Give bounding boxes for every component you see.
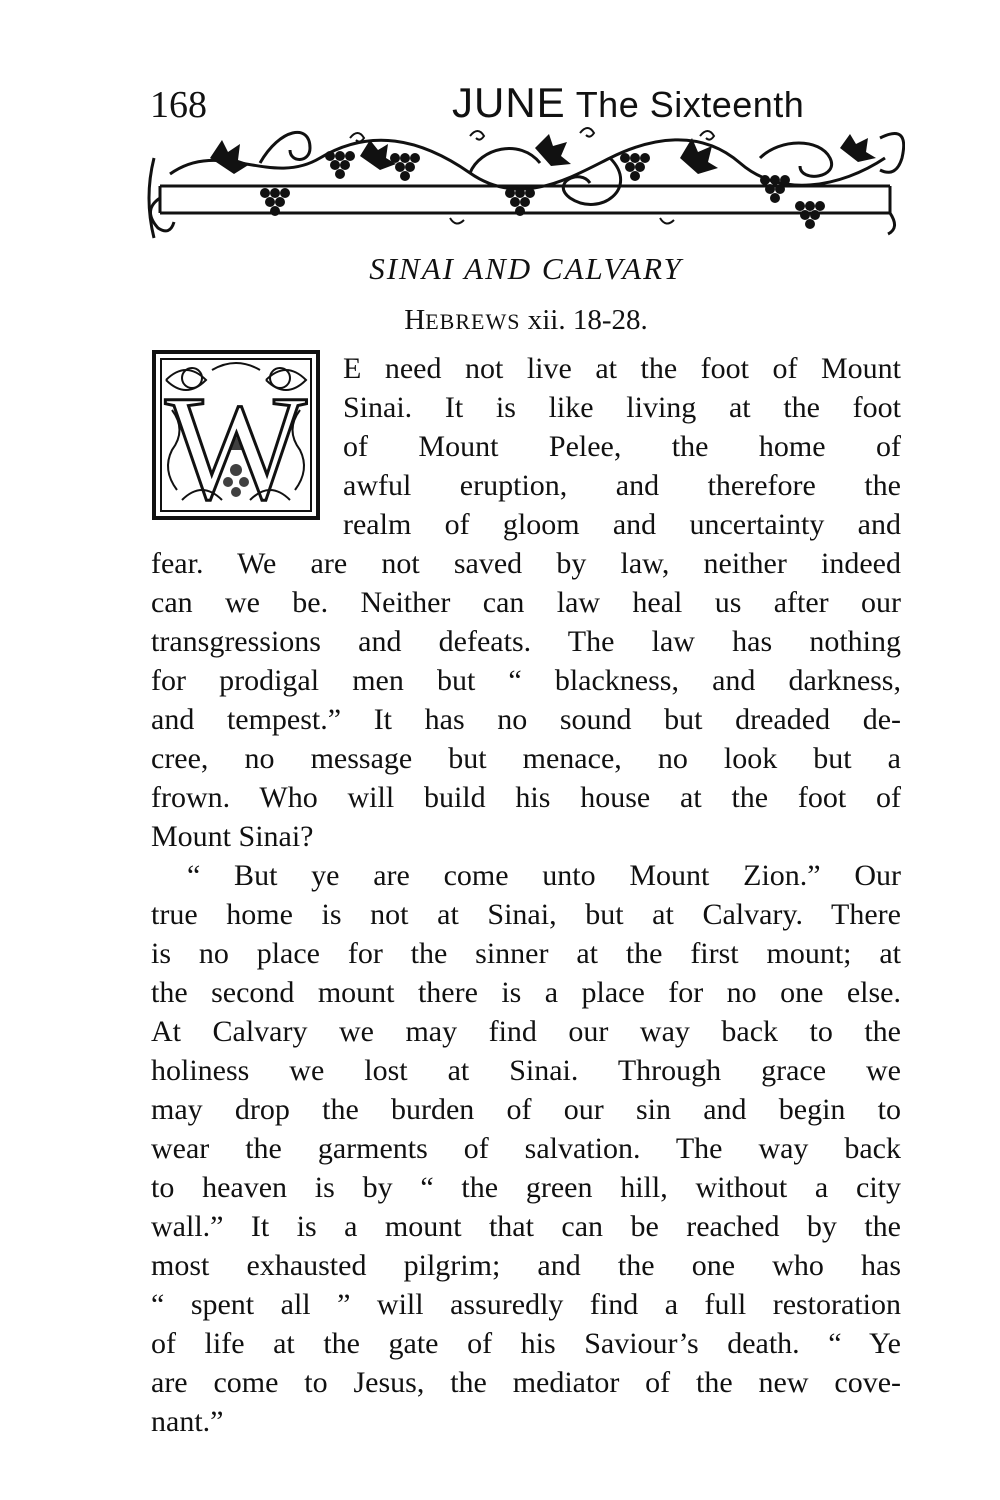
text-line: and tempest.” It has no sound but dreaded de-	[151, 703, 901, 736]
text-line: of Mount Pelee, the home of	[343, 430, 901, 463]
text-line: transgressions and defeats. The law has nothing	[151, 625, 901, 658]
text-line: most exhausted pilgrim; and the one who has	[151, 1249, 901, 1282]
text-line: wall.” It is a mount that can be reached by the	[151, 1210, 901, 1243]
text-line: fear. We are not saved by law, neither indeed	[151, 547, 901, 580]
text-line: Sinai. It is like living at the foot	[343, 391, 901, 424]
scripture-reference	[150, 303, 902, 338]
text-line: may drop the burden of our sin and begin to	[151, 1093, 901, 1126]
text-line: of life at the gate of his Saviour’s death. “ Ye	[151, 1327, 901, 1360]
text-line: can we be. Neither can law heal us after our	[151, 586, 901, 619]
text-line: awful eruption, and therefore the	[343, 469, 901, 502]
text-line: cree, no message but menace, no look but a	[151, 742, 901, 775]
text-line: true home is not at Sinai, but at Calvary. There	[151, 898, 901, 931]
reference-book-initial: H	[404, 304, 426, 336]
reference-verses: xii. 18-28.	[527, 304, 648, 336]
text-line: frown. Who will build his house at the foot of	[151, 781, 901, 814]
paragraph-2	[151, 856, 901, 1441]
text-line: the second mount there is a place for no one else.	[151, 976, 901, 1009]
text-line: wear the garments of salvation. The way back	[151, 1132, 901, 1165]
text-line: holiness we lost at Sinai. Through grace we	[151, 1054, 901, 1087]
text-line: “ spent all ” will assuredly find a full restoration	[151, 1288, 901, 1321]
drop-cap-letter: W	[165, 365, 307, 520]
text-line: E need not live at the foot of Mount	[343, 352, 901, 385]
text-line: to heaven is by “ the green hill, without a city	[151, 1171, 901, 1204]
chapter-title: SINAI AND CALVARY	[369, 251, 683, 286]
page-number: 168	[150, 84, 207, 126]
paragraph-1	[151, 349, 901, 856]
text-line: is no place for the sinner at the first mount; at	[151, 937, 901, 970]
text-line: for prodigal men but “ blackness, and darkness,	[151, 664, 901, 697]
text-line: At Calvary we may find our way back to the	[151, 1015, 901, 1048]
running-head-month: JUNE	[452, 79, 566, 126]
reference-book-rest: EBREWS	[425, 309, 521, 334]
grapevine-ornament	[140, 118, 905, 243]
running-head-day: The Sixteenth	[575, 84, 805, 125]
text-line: realm of gloom and uncertainty and	[343, 508, 901, 541]
text-line: nant.”	[151, 1405, 224, 1438]
text-line: Mount Sinai?	[151, 820, 314, 853]
text-line: are come to Jesus, the mediator of the new cove-	[151, 1366, 901, 1399]
text-line: “ But ye are come unto Mount Zion.” Our	[187, 859, 901, 892]
body-text	[151, 349, 901, 1441]
